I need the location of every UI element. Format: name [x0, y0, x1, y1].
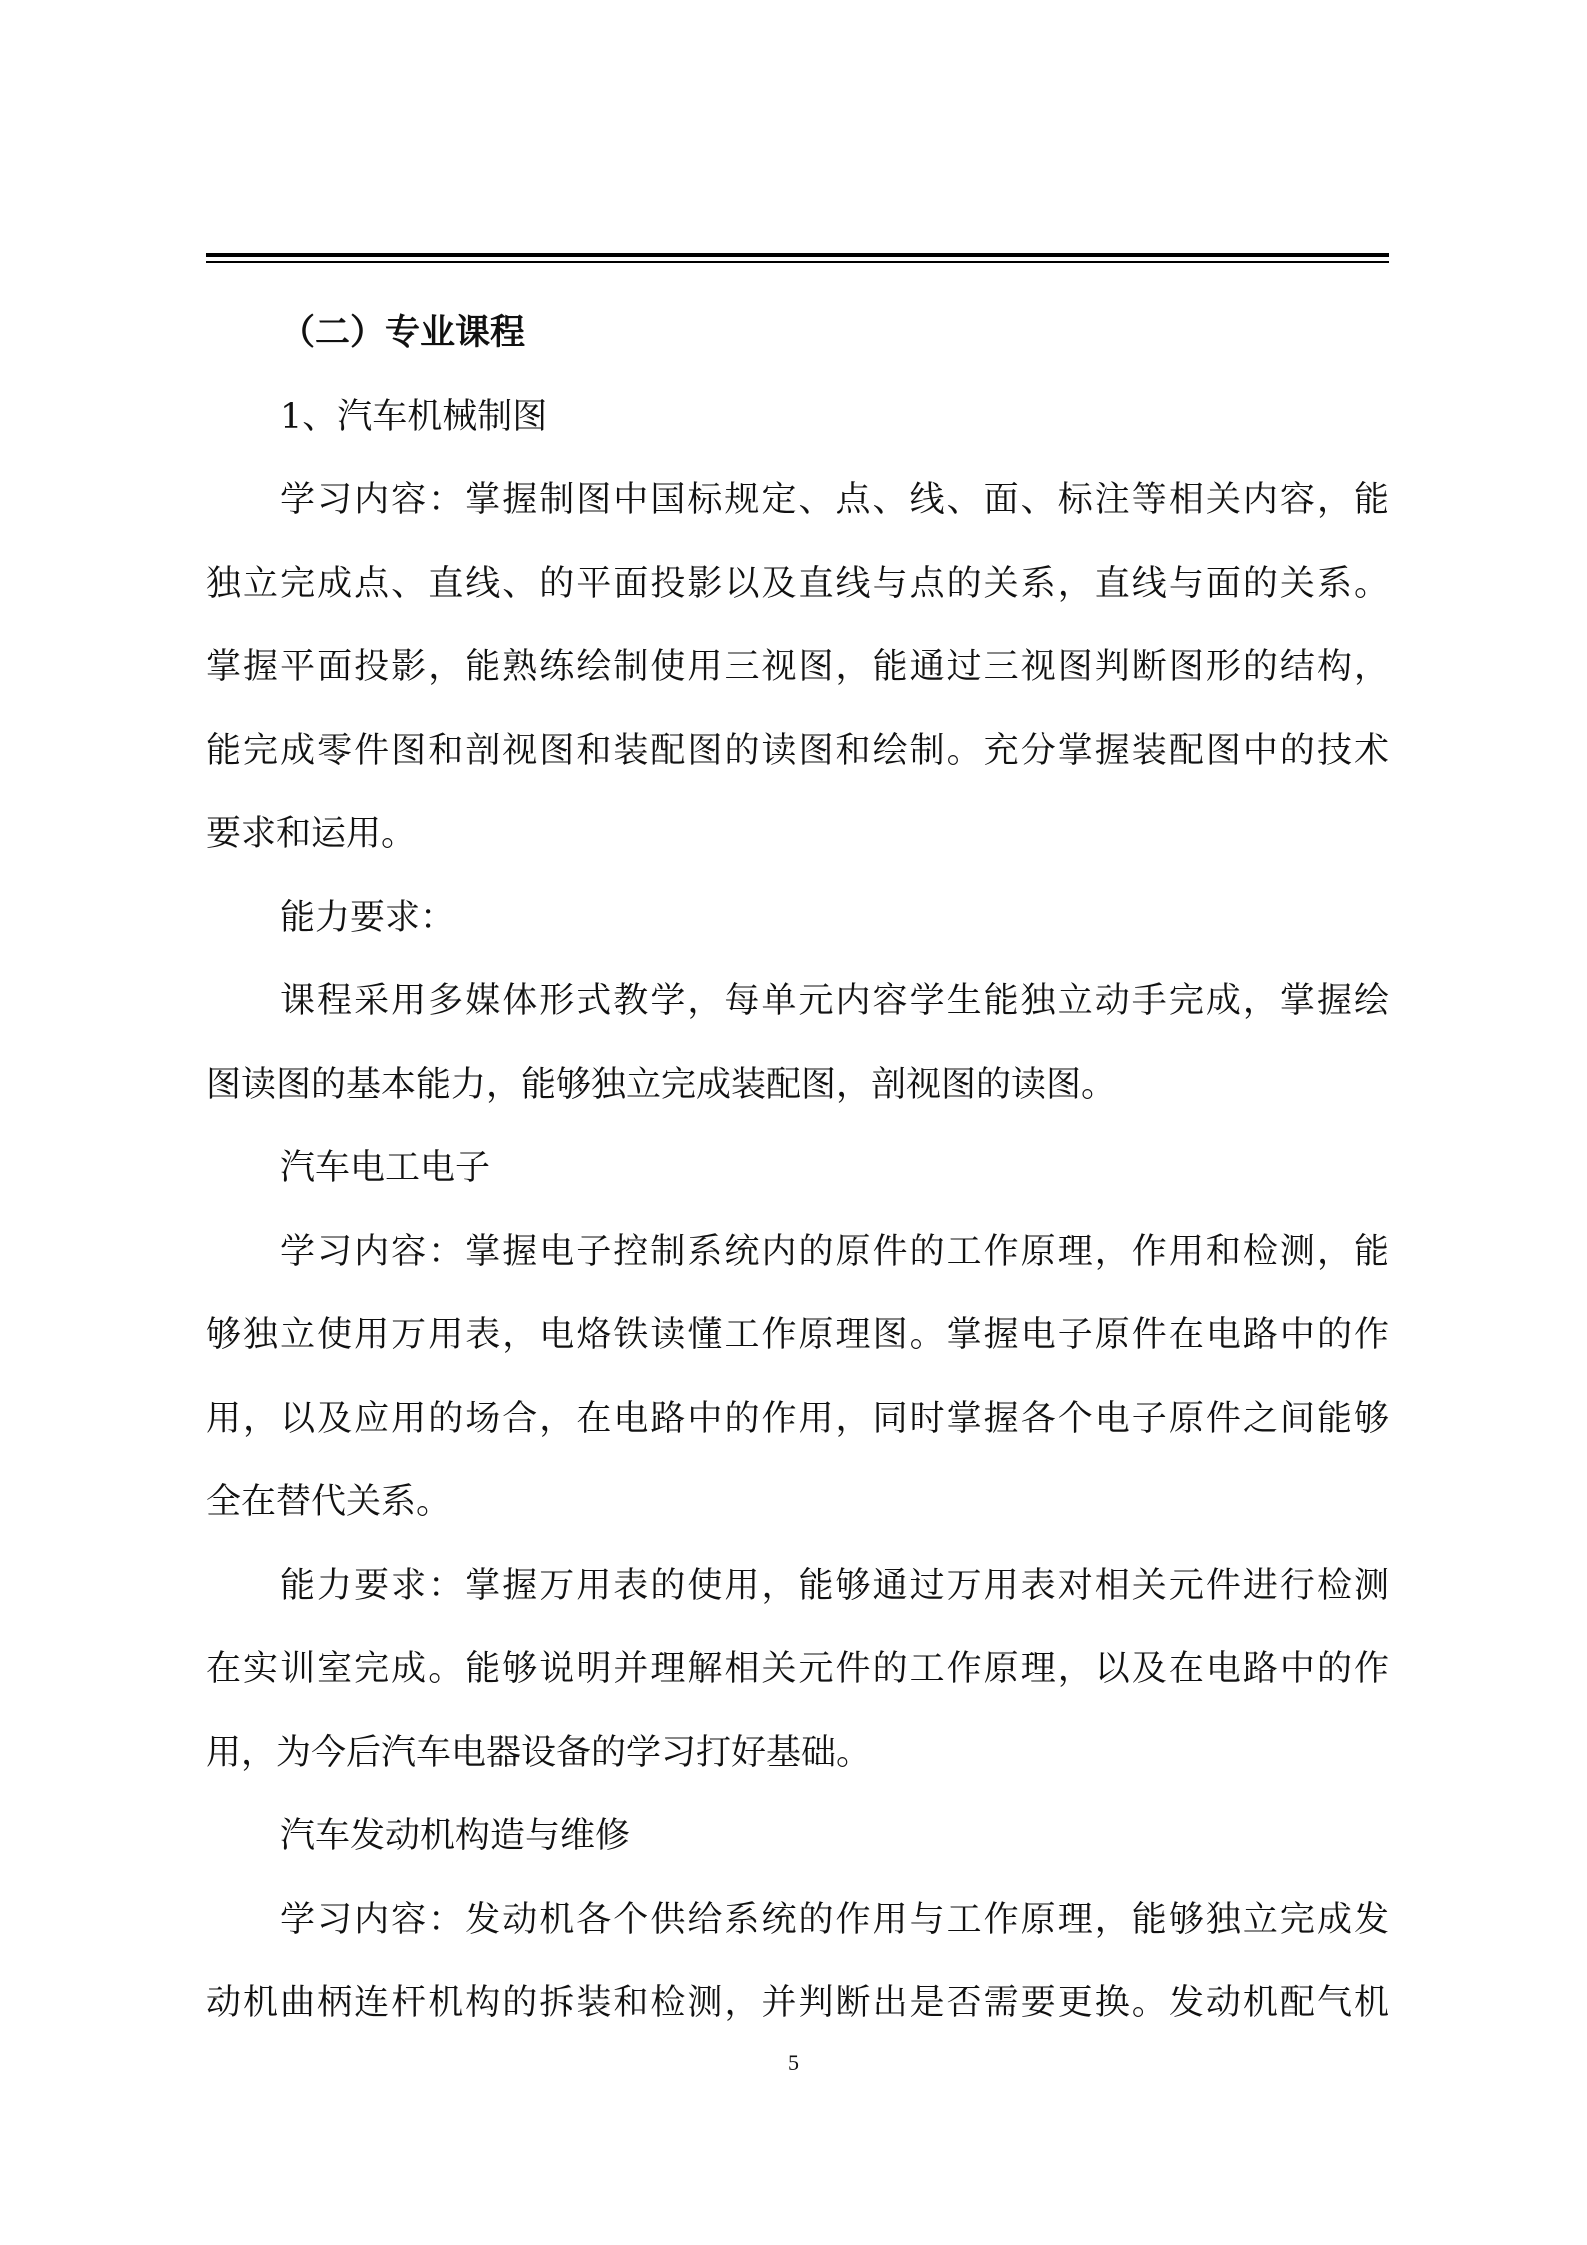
- text-line: 动机曲柄连杆机构的拆装和检测，并判断出是否需要更换。发动机配气机: [206, 1983, 1389, 2023]
- text-line: 用，以及应用的场合，在电路中的作用，同时掌握各个电子原件之间能够: [206, 1398, 1389, 1439]
- text-line: 能力要求：: [280, 897, 456, 938]
- text-line: 独立完成点、直线、的平面投影以及直线与点的关系，直线与面的关系。: [206, 563, 1389, 604]
- text-line: 学习内容：发动机各个供给系统的作用与工作原理，能够独立完成发: [280, 1899, 1389, 1940]
- text-line: 1、汽车机械制图: [280, 396, 548, 437]
- text-line: 学习内容：掌握电子控制系统内的原件的工作原理，作用和检测，能: [280, 1231, 1389, 1272]
- header-rule-thin: [206, 261, 1389, 263]
- text-line: 能完成零件图和剖视图和装配图的读图和绘制。充分掌握装配图中的技术: [206, 730, 1389, 771]
- text-line: 要求和运用。: [206, 814, 417, 854]
- text-line: 能力要求：掌握万用表的使用，能够通过万用表对相关元件进行检测: [280, 1565, 1389, 1606]
- header-rule-thick: [206, 253, 1389, 257]
- text-line: 在实训室完成。能够说明并理解相关元件的工作原理，以及在电路中的作: [206, 1649, 1389, 1689]
- document-body: [206, 292, 1389, 2046]
- page-number: 5: [788, 2050, 799, 2075]
- text-line: 用，为今后汽车电器设备的学习打好基础。: [206, 1732, 872, 1773]
- text-line: 学习内容：掌握制图中国标规定、点、线、面、标注等相关内容，能: [280, 480, 1389, 520]
- text-line: 图读图的基本能力，能够独立完成装配图，剖视图的读图。: [206, 1064, 1117, 1105]
- text-line: 汽车发动机构造与维修: [280, 1816, 631, 1856]
- text-line: 全在替代关系。: [206, 1482, 452, 1522]
- text-line: 够独立使用万用表，电烙铁读懂工作原理图。掌握电子原件在电路中的作: [206, 1315, 1389, 1355]
- text-line: 汽车电工电子: [280, 1148, 491, 1188]
- text-line: 课程采用多媒体形式教学，每单元内容学生能独立动手完成，掌握绘: [280, 981, 1389, 1021]
- text-line: 掌握平面投影，能熟练绘制使用三视图，能通过三视图判断图形的结构，: [206, 647, 1389, 687]
- section-heading: （二）专业课程: [280, 313, 526, 353]
